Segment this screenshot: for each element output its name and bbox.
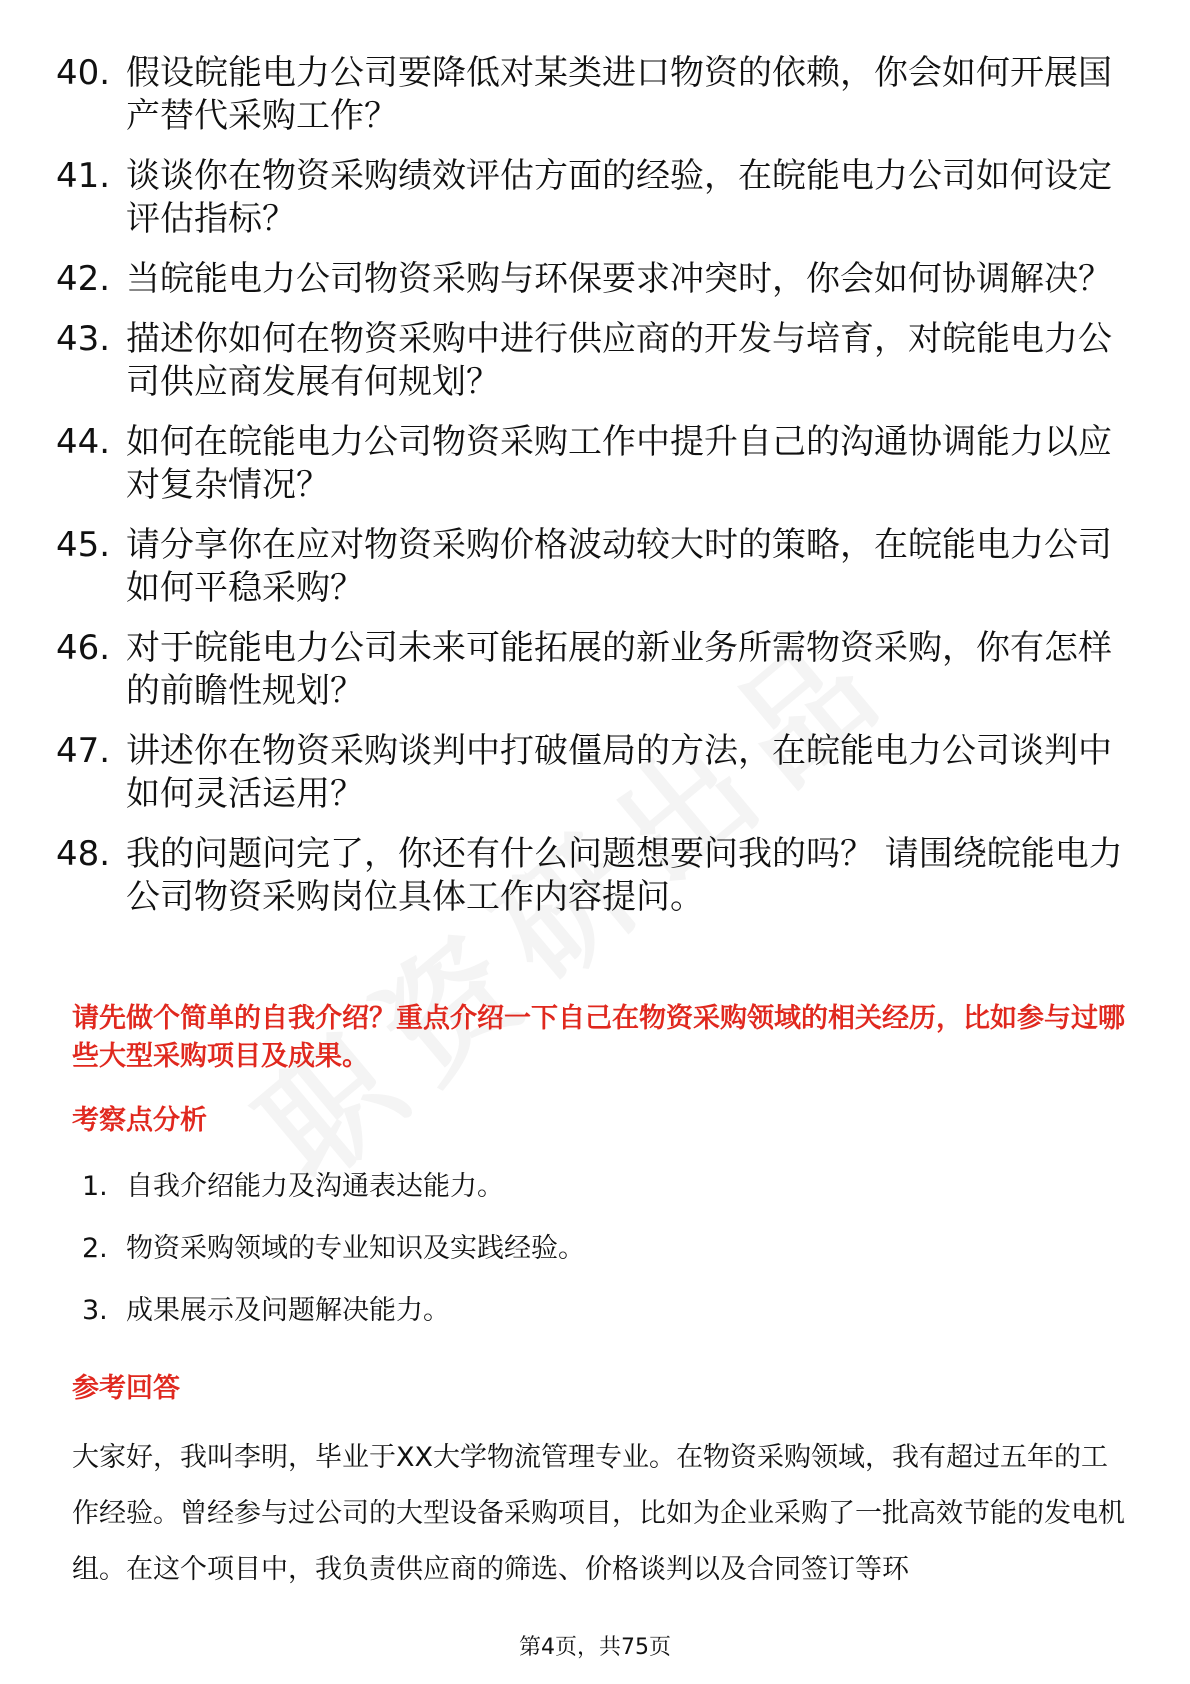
question-item xyxy=(56,730,1136,816)
question-number: 48. xyxy=(56,834,111,874)
question-number: 42. xyxy=(56,259,111,299)
question-item xyxy=(56,421,1136,507)
question-item xyxy=(56,155,1136,241)
analysis-point-list xyxy=(82,1168,585,1354)
question-number: 47. xyxy=(56,731,111,771)
answer-paragraph: 大家好，我叫李明，毕业于XX大学物流管理专业。在物资采购领域，我有超过五年的工作经验。曾经参与过公司的大型设备采购项目，比如为企业采购了一批高效节能的发电机组。在这个项目中，我负责供应商的筛选、价格谈判以及合同签订等环 xyxy=(72,1442,1125,1585)
point-text: 物资采购领域的专业知识及实践经验。 xyxy=(126,1233,585,1264)
question-item xyxy=(56,524,1136,610)
point-number: 3. xyxy=(82,1295,108,1326)
question-number: 41. xyxy=(56,156,111,196)
point-text: 成果展示及问题解决能力。 xyxy=(126,1295,450,1326)
analysis-heading: 考察点分析 xyxy=(72,1105,207,1136)
question-text: 当皖能电力公司物资采购与环保要求冲突时，你会如何协调解决？ xyxy=(126,259,1112,299)
question-number: 40. xyxy=(56,53,111,93)
question-text: 如何在皖能电力公司物资采购工作中提升自己的沟通协调能力以应对复杂情况？ xyxy=(126,422,1112,505)
question-item xyxy=(56,833,1136,919)
question-number: 44. xyxy=(56,422,111,462)
question-text: 对于皖能电力公司未来可能拓展的新业务所需物资采购，你有怎样的前瞻性规划？ xyxy=(126,628,1112,711)
page-footer: 第4页，共75页 xyxy=(519,1635,671,1660)
question-text: 讲述你在物资采购谈判中打破僵局的方法，在皖能电力公司谈判中如何灵活运用？ xyxy=(126,731,1112,814)
question-text: 描述你如何在物资采购中进行供应商的开发与培育，对皖能电力公司供应商发展有何规划？ xyxy=(126,319,1112,402)
question-number: 46. xyxy=(56,628,111,668)
answer-heading: 参考回答 xyxy=(72,1373,180,1404)
analysis-point xyxy=(82,1230,585,1268)
question-item xyxy=(56,627,1136,713)
point-text: 自我介绍能力及沟通表达能力。 xyxy=(126,1171,504,1202)
question-text: 谈谈你在物资采购绩效评估方面的经验，在皖能电力公司如何设定评估指标？ xyxy=(126,156,1112,239)
question-item xyxy=(56,258,1136,301)
point-number: 2. xyxy=(82,1233,108,1264)
question-item xyxy=(56,52,1136,138)
question-number: 45. xyxy=(56,525,111,565)
question-text: 假设皖能电力公司要降低对某类进口物资的依赖，你会如何开展国产替代采购工作？ xyxy=(126,53,1112,136)
question-text: 请分享你在应对物资采购价格波动较大时的策略，在皖能电力公司如何平稳采购？ xyxy=(126,525,1112,608)
point-number: 1. xyxy=(82,1171,108,1202)
analysis-point xyxy=(82,1168,585,1206)
highlight-question: 请先做个简单的自我介绍？重点介绍一下自己在物资采购领域的相关经历，比如参与过哪些大型采购项目及成果。 xyxy=(72,1003,1125,1072)
analysis-point xyxy=(82,1292,585,1330)
question-text: 我的问题问完了，你还有什么问题想要问我的吗？ 请围绕皖能电力公司物资采购岗位具体工作内容提问。 xyxy=(126,834,1123,917)
question-number: 43. xyxy=(56,319,111,359)
question-list xyxy=(56,52,1136,936)
question-item xyxy=(56,318,1136,404)
